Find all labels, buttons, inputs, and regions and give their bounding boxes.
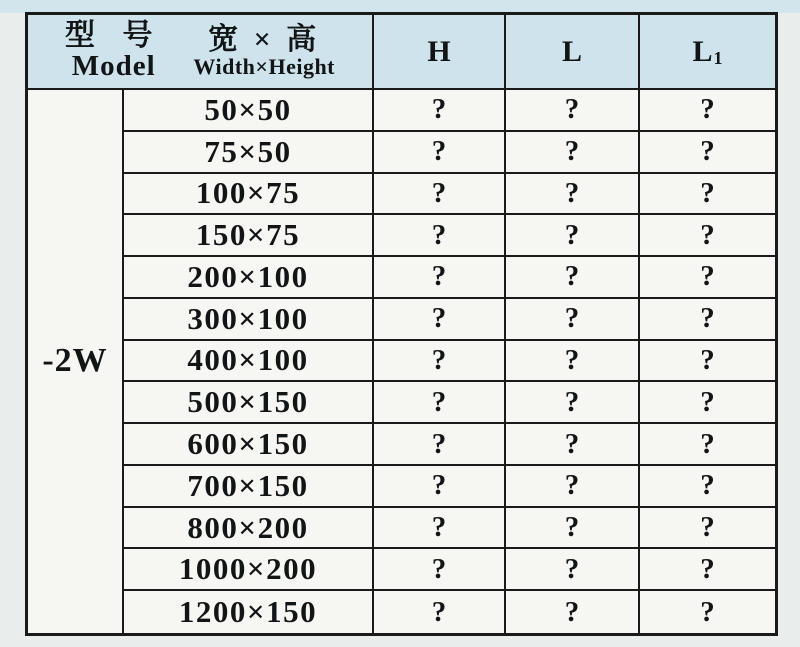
l-value-cell: ? bbox=[506, 549, 640, 591]
l1-value-cell: ? bbox=[640, 132, 775, 174]
l-value-cell: ? bbox=[506, 508, 640, 550]
header-model-size bbox=[28, 15, 374, 90]
header-l1-base: L bbox=[692, 34, 713, 68]
h-value-cell: ? bbox=[374, 508, 506, 550]
h-value-cell: ? bbox=[374, 591, 506, 633]
l1-value-cell: ? bbox=[640, 257, 775, 299]
header-h: H bbox=[374, 15, 506, 90]
header-model-stack bbox=[65, 21, 163, 81]
l-value-cell: ? bbox=[506, 299, 640, 341]
size-cell: 800×200 bbox=[124, 508, 374, 550]
size-cell: 500×150 bbox=[124, 382, 374, 424]
l-value-cell: ? bbox=[506, 257, 640, 299]
size-cell: 50×50 bbox=[124, 90, 374, 132]
header-model-en: Model bbox=[71, 50, 156, 82]
l-value-cell: ? bbox=[506, 382, 640, 424]
header-l1-subscript: 1 bbox=[713, 47, 723, 68]
header-size-en: Width×Height bbox=[193, 53, 336, 79]
header-model-cn: 型 号 bbox=[64, 19, 163, 53]
header-size-cn: 宽 × 高 bbox=[208, 22, 321, 56]
h-value-cell: ? bbox=[374, 341, 506, 383]
l1-value-cell: ? bbox=[640, 549, 775, 591]
dimension-spec-table bbox=[25, 12, 778, 636]
l-value-cell: ? bbox=[506, 215, 640, 257]
h-value-cell: ? bbox=[374, 174, 506, 216]
size-cell: 1200×150 bbox=[124, 591, 374, 633]
l1-value-cell: ? bbox=[640, 174, 775, 216]
l1-value-cell: ? bbox=[640, 90, 775, 132]
h-value-cell: ? bbox=[374, 382, 506, 424]
l1-value-cell: ? bbox=[640, 341, 775, 383]
header-l: L bbox=[506, 15, 640, 90]
l1-value-cell: ? bbox=[700, 595, 715, 628]
h-value-cell: ? bbox=[374, 215, 506, 257]
model-group-cell: -2W bbox=[28, 90, 124, 633]
l1-value-cell: ? bbox=[640, 466, 775, 508]
l1-value-cell: ? bbox=[640, 215, 775, 257]
h-value-cell: ? bbox=[374, 299, 506, 341]
l-value-cell: ? bbox=[506, 174, 640, 216]
h-value-cell: ? bbox=[374, 424, 506, 466]
l-value-cell: ? bbox=[506, 90, 640, 132]
header-size-stack bbox=[193, 22, 336, 79]
l1-value-cell: ? bbox=[640, 299, 775, 341]
size-cell: 300×100 bbox=[124, 299, 374, 341]
size-cell: 600×150 bbox=[124, 424, 374, 466]
size-cell: 200×100 bbox=[124, 257, 374, 299]
header-l1-label bbox=[692, 35, 722, 69]
size-cell: 100×75 bbox=[124, 174, 374, 216]
l-value-cell: ? bbox=[506, 341, 640, 383]
size-cell: 400×100 bbox=[124, 341, 374, 383]
l-value-cell: ? bbox=[506, 466, 640, 508]
l1-value-cell: ? bbox=[640, 508, 775, 550]
l1-value-cell: ? bbox=[640, 424, 775, 466]
l-value-cell: ? bbox=[506, 132, 640, 174]
l-value-cell: ? bbox=[506, 591, 640, 633]
l1-value-cell: ? bbox=[640, 382, 775, 424]
size-cell: 1000×200 bbox=[124, 549, 374, 591]
size-cell: 700×150 bbox=[124, 466, 374, 508]
h-value-cell: ? bbox=[374, 132, 506, 174]
h-value-cell: ? bbox=[374, 257, 506, 299]
h-value-cell: ? bbox=[374, 90, 506, 132]
h-value-cell: ? bbox=[374, 549, 506, 591]
l-value-cell: ? bbox=[506, 424, 640, 466]
size-cell: 75×50 bbox=[124, 132, 374, 174]
size-cell: 150×75 bbox=[124, 215, 374, 257]
header-l1 bbox=[640, 15, 775, 90]
h-value-cell: ? bbox=[374, 466, 506, 508]
